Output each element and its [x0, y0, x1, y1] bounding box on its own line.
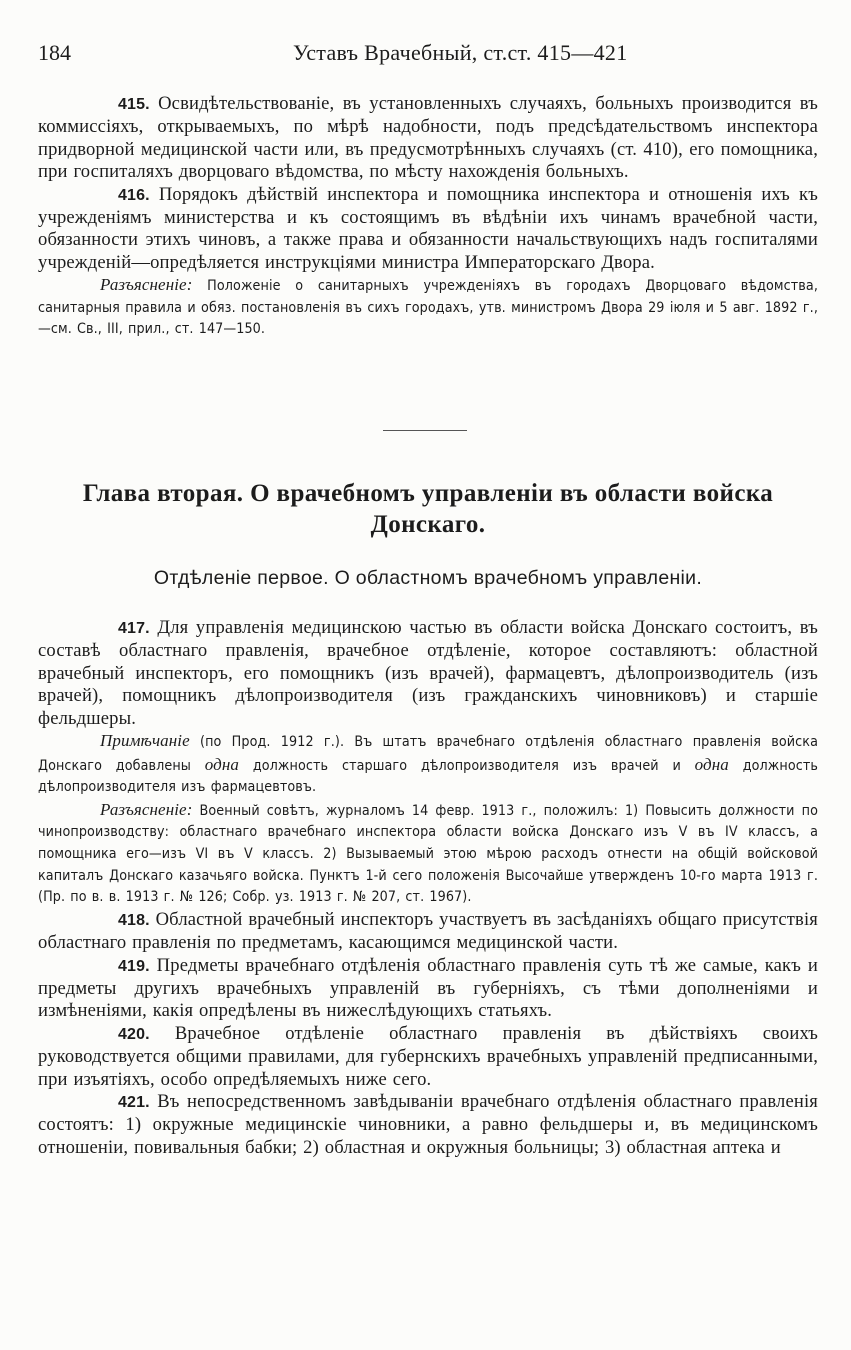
article-number: 421. — [118, 1094, 150, 1112]
article-text: Врачебное отдѣленіе областнаго правленія въ дѣйствіяхъ своихъ руководствуется общими правилами, для губернскихъ врачебныхъ управленій предписанными, при изъятіяхъ, особо опредѣляемыхъ ниже сего. — [38, 1022, 818, 1090]
note-text-b: должность старшаго дѣлопроизводителя изъ врачей и — [252, 757, 681, 774]
article-418 — [38, 909, 818, 955]
article-text: Порядокъ дѣйствій инспектора и помощника инспектора и отношенія ихъ къ учрежденіямъ министерства и къ состоящимъ въ вѣдѣніи ихъ чинамъ врачебной части, обязанности этихъ чиновъ, а также права и обязанности начальствующихъ надъ госпиталями учрежденій—опредѣляется инструкціями министра Императорскаго Двора. — [38, 183, 818, 273]
article-number: 418. — [118, 911, 150, 929]
note-emphasis-1: одна — [204, 754, 240, 774]
article-420 — [38, 1023, 818, 1091]
article-421 — [38, 1091, 818, 1159]
explanation-1 — [38, 274, 818, 341]
article-text: Предметы врачебнаго отдѣленія областнаго правленія суть тѣ же самые, какъ и предметы другихъ врачебныхъ управленій въ губерніяхъ, съ тѣми дополненіями и измѣненіями, какія опредѣлены въ нижеслѣдующихъ статьяхъ. — [38, 954, 818, 1022]
article-text: Освидѣтельствованіе, въ установленныхъ случаяхъ, больныхъ производится въ коммиссіяхъ, открываемыхъ, по мѣрѣ надобности, подъ предсѣдательствомъ инспектора придворной медицинской части или, въ предусмотрѣнныхъ случаяхъ (ст. 410), его помощника, при госпиталяхъ дворцоваго вѣдомства, по мѣсту нахожденія больныхъ. — [38, 93, 818, 183]
note-text-c: должность дѣлопроизводителя изъ фармацевтовъ. — [38, 757, 819, 796]
article-text: Областной врачебный инспекторъ участвуетъ въ засѣданіяхъ общаго присутствія областнаго правленія по предметамъ, касающимся медицинской части. — [38, 908, 818, 954]
article-text: Для управленія медицинскою частью въ области войска Донскаго состоитъ, въ составѣ областнаго правленія, врачебное отдѣленіе, которое составляютъ: областной врачебный инспекторъ, его помощникъ (изъ врачей), фармацевтъ, дѣлопроизводитель (изъ врачей), помощникъ дѣлопроизводителя (изъ гражданскихъ чиновниковъ) и старшіе фельдшеры. — [38, 617, 818, 729]
explanation-2 — [38, 799, 818, 909]
article-number: 420. — [118, 1025, 150, 1043]
article-416 — [38, 184, 818, 275]
article-417 — [38, 617, 818, 730]
top-text-block — [38, 93, 818, 341]
explanation-text: Положеніе о санитарныхъ учрежденіяхъ въ городахъ Дворцоваго вѣдомства, санитарныя правила и обяз. постановленія въ сихъ городахъ, утв. министромъ Двора 29 іюля и 5 авг. 1892 г.,—см. Св., III, прил., ст. 147—150. — [38, 278, 819, 338]
article-number: 417. — [118, 620, 150, 637]
chapter-title: Глава вторая. О врачебномъ управленіи въ области войска Донскаго. — [82, 480, 774, 538]
section-divider — [383, 430, 467, 431]
note-label: Примѣчаніе — [100, 731, 190, 751]
note-emphasis-2: одна — [694, 754, 729, 774]
note-text-a: (по Прод. 1912 г.). Въ штатъ врачебнаго отдѣленія областнаго правленія войска Донскаго добавлены — [38, 734, 818, 774]
page-number: 184 — [38, 40, 71, 65]
article-number: 415. — [118, 96, 150, 113]
main-text-block — [38, 617, 818, 1159]
article-text: Въ непосредственномъ завѣдываніи врачебнаго отдѣленія областнаго правленія состоятъ: 1) окружные медицинскіе чиновники, а равно фельдшеры и, въ медицинскомъ отношеніи, повивальныя бабки; 2) областная и окружныя больницы; 3) областная аптека и — [38, 1091, 818, 1158]
page-header — [38, 40, 813, 70]
section-title: Отдѣленіе первое. О областномъ врачебномъ управленіи. — [153, 567, 703, 589]
running-title: Уставъ Врачебный, ст.ст. 415—421 — [293, 40, 628, 65]
note — [38, 730, 818, 799]
article-415 — [38, 93, 818, 184]
article-number: 419. — [118, 957, 150, 975]
article-number: 416. — [118, 186, 150, 204]
explanation-label: Разъясненіе: — [100, 799, 193, 819]
explanation-label: Разъясненіе: — [100, 275, 193, 295]
explanation-text: Военный совѣтъ, журналомъ 14 февр. 1913 г., положилъ: 1) Повысить должности по чинопроизводству: областнаго врачебнаго инспектора области войска Донскаго изъ V въ IV классъ, а помощника его—изъ VI въ V классъ. 2) Вызываемый этою мѣрою расходъ отнести на общій войсковой капиталъ Донскаго казачьяго войска. Пунктъ 1-й сего положенія Высочайше утвержденъ 10-го марта 1913 г. (Пр. по в. в. 1913 г. № 126; Собр. уз. 1913 г. № 207, ст. 1967). — [38, 802, 819, 906]
article-419 — [38, 955, 818, 1023]
